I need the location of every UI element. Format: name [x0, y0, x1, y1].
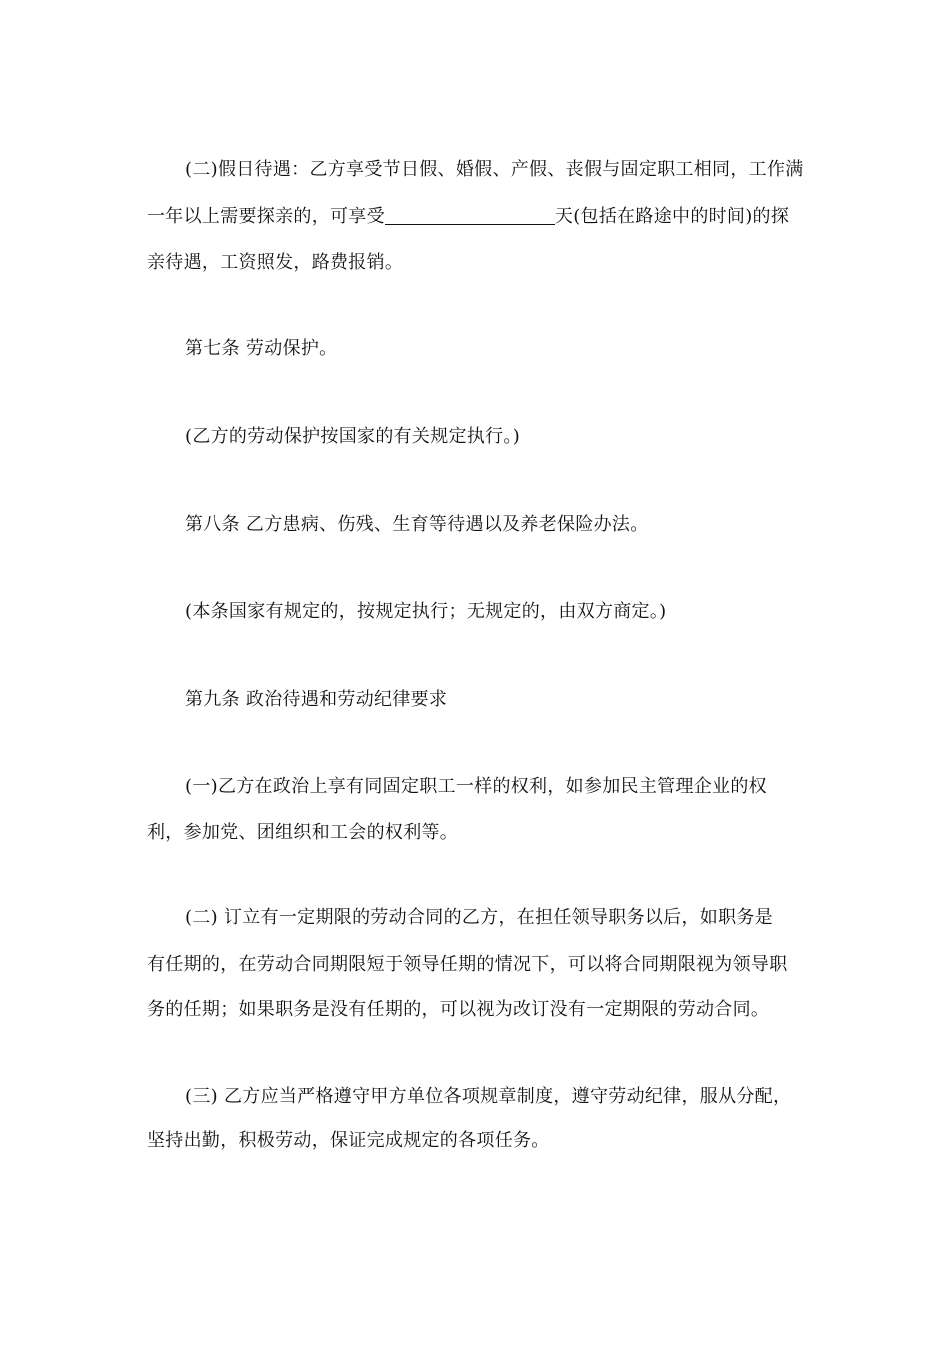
article-9-heading: 第九条 政治待遇和劳动纪律要求: [185, 689, 448, 710]
holiday-para-line3: 亲待遇，工资照发，路费报销。: [147, 252, 404, 273]
article-8-heading: 第八条 乙方患病、伤残、生育等待遇以及养老保险办法。: [185, 514, 649, 535]
article-9-item3-line2: 坚持出勤，积极劳动，保证完成规定的各项任务。: [147, 1130, 550, 1151]
article-9-item3-line1: (三) 乙方应当严格遵守甲方单位各项规章制度，遵守劳动纪律，服从分配，: [185, 1086, 792, 1107]
article-9-item1-line2: 利，参加党、团组织和工会的权利等。: [147, 822, 459, 843]
article-9-item2-line1: (二) 订立有一定期限的劳动合同的乙方，在担任领导职务以后，如职务是: [185, 907, 773, 928]
article-7-heading: 第七条 劳动保护。: [185, 338, 338, 359]
article-9-item1-line1: (一)乙方在政治上享有同固定职工一样的权利，如参加民主管理企业的权: [185, 776, 767, 797]
holiday-para-line2-before: 一年以上需要探亲的，可享受: [147, 206, 385, 227]
article-9-item2-line2: 有任期的，在劳动合同期限短于领导任期的情况下，可以将合同期限视为领导职: [147, 954, 788, 975]
article-7-note: (乙方的劳动保护按国家的有关规定执行。): [185, 426, 521, 447]
article-9-item2-line3: 务的任期；如果职务是没有任期的，可以视为改订没有一定期限的劳动合同。: [147, 999, 770, 1020]
article-8-note: (本条国家有规定的，按规定执行；无规定的，由双方商定。): [185, 601, 667, 622]
holiday-para-line1: (二)假日待遇：乙方享受节日假、婚假、产假、丧假与固定职工相同，工作满: [185, 159, 804, 180]
holiday-para-line2-after: 天(包括在路途中的时间)的探: [554, 206, 790, 227]
holiday-para-line2: [147, 205, 789, 229]
days-blank-field[interactable]: [385, 206, 555, 225]
